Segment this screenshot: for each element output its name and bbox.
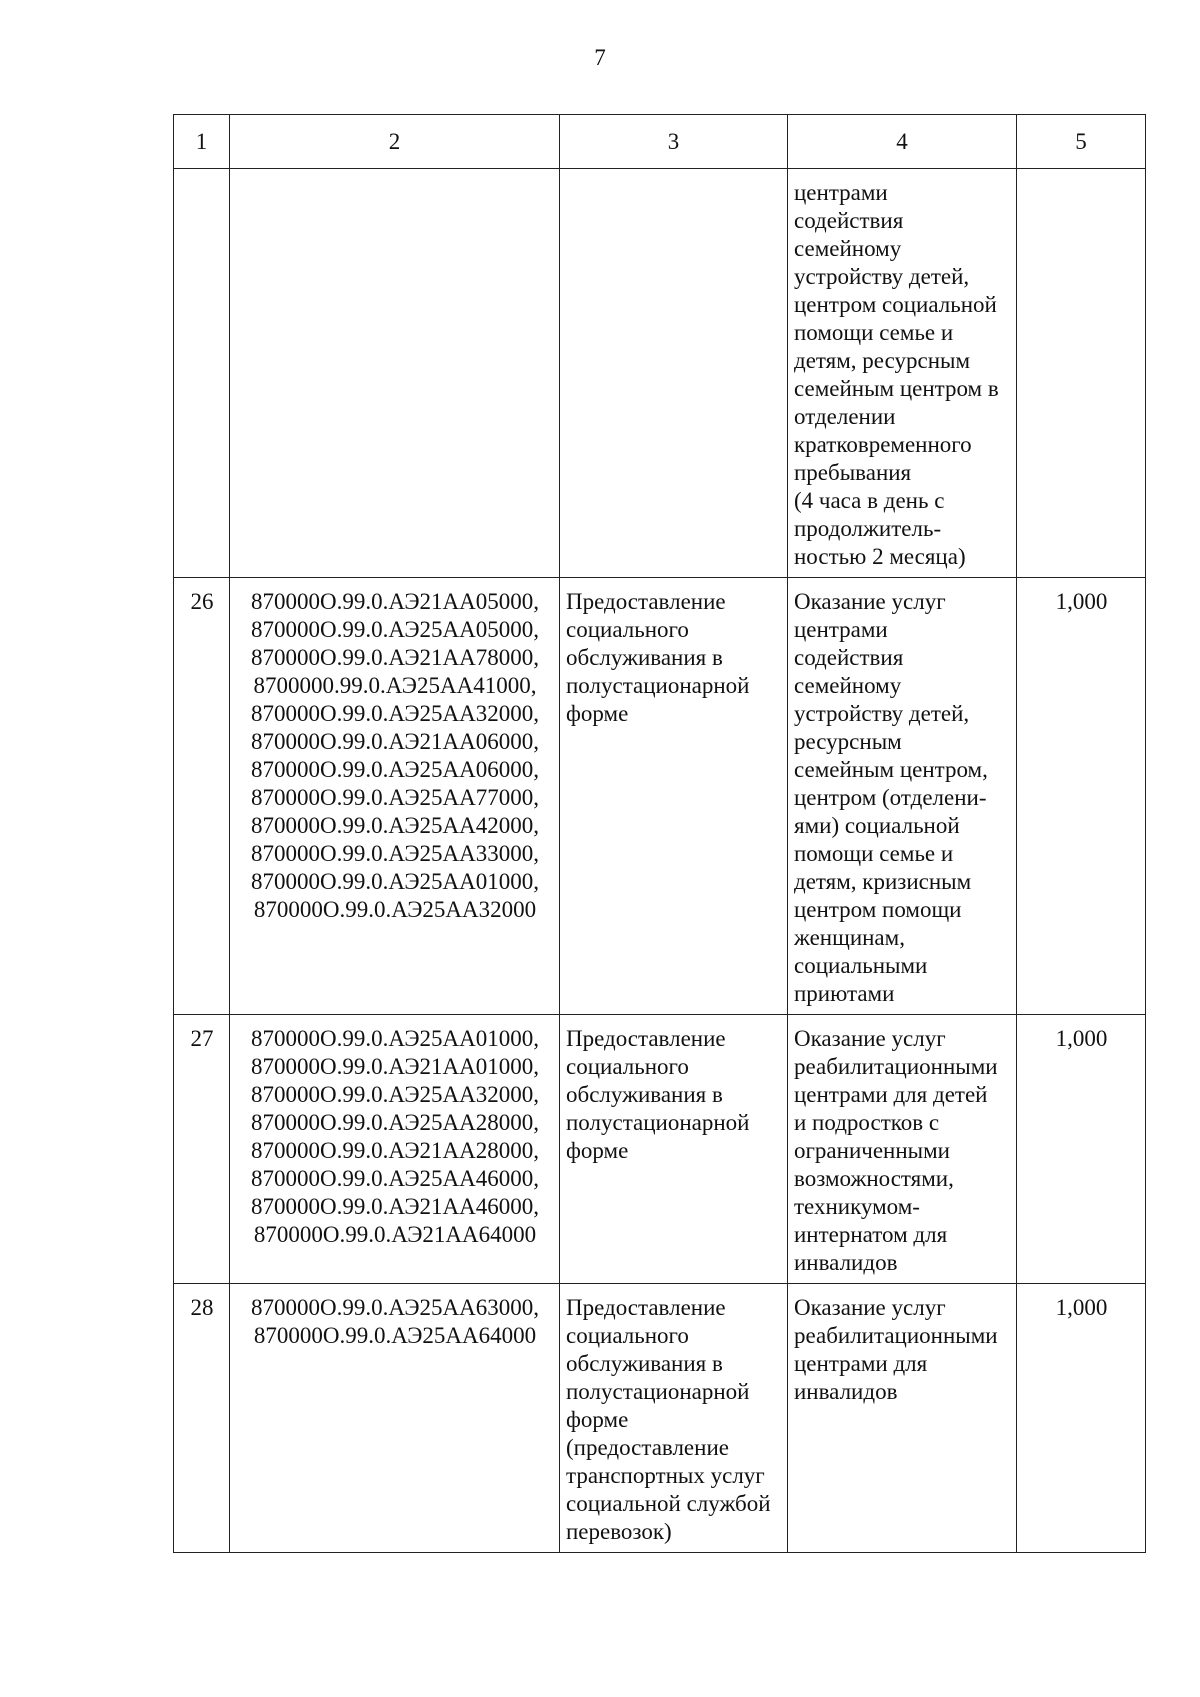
service-name-line: полустационарной [566,673,750,698]
description-line: ностью 2 месяца) [794,544,966,569]
row-number-cell: 27 [174,1015,230,1284]
value-cell [1017,169,1146,578]
description-line: семейным центром в [794,376,999,401]
service-name-line: транспортных услуг [566,1463,765,1488]
description-line: центрами для детей [794,1082,988,1107]
description-cell [788,1015,1017,1284]
service-name-line: (предоставление [566,1435,729,1460]
description-line: возможностями, [794,1166,954,1191]
registry-code: 870000О.99.0.АЭ21АА64000 [253,1222,537,1247]
description-line: Оказание услуг [794,589,946,614]
service-name-line: обслуживания в [566,1351,723,1376]
registry-code: 870000О.99.0.АЭ25АА32000 [253,897,537,922]
service-name-cell [560,169,788,578]
registry-code: 870000О.99.0.АЭ21АА46000, [250,1194,540,1219]
registry-code: 870000О.99.0.АЭ25АА05000, [250,617,540,642]
registry-code: 870000О.99.0.АЭ21АА06000, [250,729,540,754]
header-col-2: 2 [230,115,560,169]
registry-code: 870000О.99.0.АЭ25АА64000 [253,1323,537,1348]
service-name-line: обслуживания в [566,1082,723,1107]
description-line: продолжитель- [794,516,942,541]
table-row [174,1015,1146,1284]
registry-code: 870000О.99.0.АЭ25АА63000, [250,1295,540,1320]
service-name-line: форме [566,701,629,726]
description-line: устройству детей, [794,264,970,289]
description-line: инвалидов [794,1250,898,1275]
description-line: пребывания [794,460,912,485]
description-line: помощи семье и [794,320,954,345]
row-number-cell: 28 [174,1284,230,1553]
row-number-cell: 26 [174,578,230,1015]
description-line: содействия [794,208,904,233]
service-name-line: обслуживания в [566,645,723,670]
description-line: содействия [794,645,904,670]
registry-code: 870000О.99.0.АЭ25АА06000, [250,757,540,782]
table-row [174,1284,1146,1553]
description-line: центром помощи [794,897,962,922]
description-line: ресурсным [794,729,902,754]
header-row [174,115,1146,169]
registry-code: 870000О.99.0.АЭ21АА78000, [250,645,540,670]
registry-code: 870000О.99.0.АЭ25АА32000, [250,701,540,726]
service-name-cell [560,578,788,1015]
value-cell: 1,000 [1017,578,1146,1015]
registry-code: 870000О.99.0.АЭ25АА28000, [250,1110,540,1135]
table-header [174,115,1146,169]
service-name-line: форме [566,1138,629,1163]
value-cell: 1,000 [1017,1015,1146,1284]
description-line: отделении [794,404,896,429]
services-table [173,114,1146,1553]
header-col-4: 4 [788,115,1017,169]
description-cell [788,169,1017,578]
description-line: семейным центром, [794,757,988,782]
description-line: детям, кризисным [794,869,972,894]
description-line: Оказание услуг [794,1295,946,1320]
service-name-line: полустационарной [566,1110,750,1135]
description-line: центрами [794,180,888,205]
service-name-cell [560,1015,788,1284]
description-cell [788,1284,1017,1553]
description-line: детям, ресурсным [794,348,971,373]
header-col-5: 5 [1017,115,1146,169]
description-line: приютами [794,981,895,1006]
registry-code: 870000О.99.0.АЭ21АА01000, [250,1054,540,1079]
service-name-line: Предоставление [566,1026,726,1051]
description-line: устройству детей, [794,701,970,726]
page-number: 7 [594,45,606,70]
registry-code: 870000О.99.0.АЭ25АА33000, [250,841,540,866]
description-line: социальными [794,953,928,978]
description-line: ограниченными [794,1138,950,1163]
description-line: ями) социальной [794,813,960,838]
description-line: центром социальной [794,292,997,317]
description-line: техникумом- [794,1194,920,1219]
service-name-line: социального [566,1054,689,1079]
service-name-line: социального [566,1323,689,1348]
description-line: семейному [794,673,902,698]
value-cell: 1,000 [1017,1284,1146,1553]
registry-code: 8700000.99.0.АЭ25АА41000, [253,673,537,698]
service-name-line: перевозок) [566,1519,672,1544]
service-name-cell [560,1284,788,1553]
description-line: семейному [794,236,902,261]
header-col-3: 3 [560,115,788,169]
registry-code: 870000О.99.0.АЭ21АА28000, [250,1138,540,1163]
description-line: кратковременного [794,432,972,457]
registry-code: 870000О.99.0.АЭ21АА05000, [250,589,540,614]
description-line: реабилитационными [794,1054,998,1079]
description-line: женщинам, [794,925,905,950]
registry-code: 870000О.99.0.АЭ25АА32000, [250,1082,540,1107]
description-line: инвалидов [794,1379,898,1404]
description-line: Оказание услуг [794,1026,946,1051]
description-line: центрами для [794,1351,928,1376]
description-line: центром (отделени- [794,785,987,810]
registry-code: 870000О.99.0.АЭ25АА46000, [250,1166,540,1191]
description-line: (4 часа в день с [794,488,945,513]
header-col-1: 1 [174,115,230,169]
table-row [174,169,1146,578]
service-name-line: форме [566,1407,629,1432]
registry-code: 870000О.99.0.АЭ25АА77000, [250,785,540,810]
row-number-cell [174,169,230,578]
code-list-cell [230,1015,560,1284]
description-line: реабилитационными [794,1323,998,1348]
code-list-cell [230,169,560,578]
service-name-line: социальной службой [566,1491,771,1516]
description-line: и подростков с [794,1110,940,1135]
registry-code: 870000О.99.0.АЭ25АА01000, [250,869,540,894]
registry-code: 870000О.99.0.АЭ25АА42000, [250,813,540,838]
description-line: помощи семье и [794,841,954,866]
service-name-line: Предоставление [566,589,726,614]
service-name-line: полустационарной [566,1379,750,1404]
code-list-cell [230,1284,560,1553]
description-line: интернатом для [794,1222,948,1247]
table-row [174,578,1146,1015]
table-body [174,169,1146,1553]
registry-code: 870000О.99.0.АЭ25АА01000, [250,1026,540,1051]
code-list-cell [230,578,560,1015]
description-line: центрами [794,617,888,642]
service-name-line: социального [566,617,689,642]
description-cell [788,578,1017,1015]
service-name-line: Предоставление [566,1295,726,1320]
